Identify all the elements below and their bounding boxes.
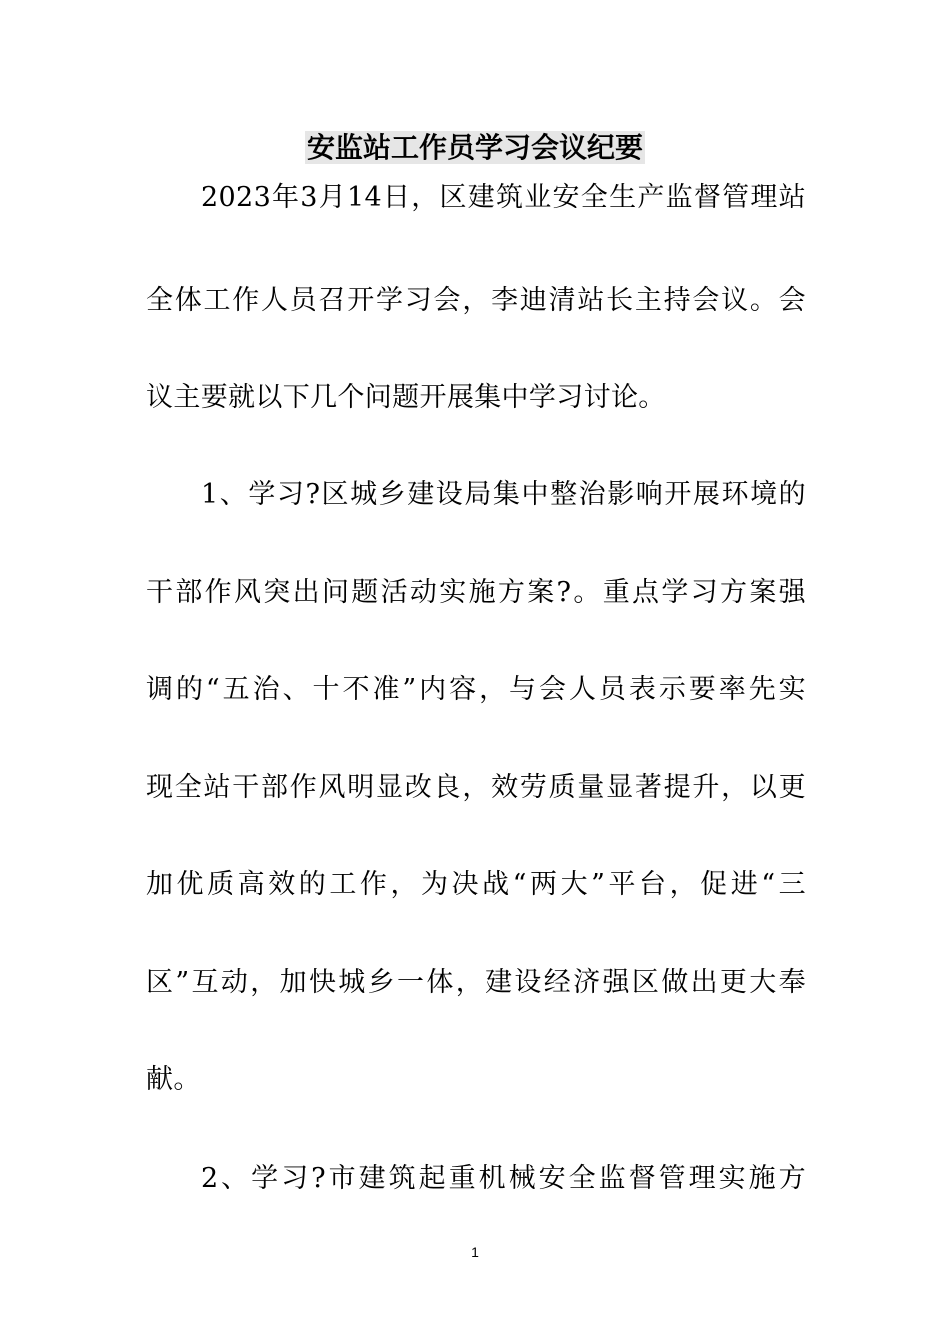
document-title-text: 安监站工作员学习会议纪要	[306, 131, 643, 164]
paragraph-line-7: 现全站干部作风明显改良，效劳质量显著提升，以更	[146, 772, 806, 803]
paragraph-line-11: 2、学习?市建筑起重机械安全监督管理实施方	[201, 1163, 806, 1194]
paragraph-line-10: 献。	[146, 1064, 201, 1095]
paragraph-line-6: 调的“五治、十不准”内容，与会人员表示要率先实	[146, 674, 806, 705]
paragraph-line-5: 干部作风突出问题活动实施方案?。重点学习方案强	[146, 577, 806, 608]
document-title	[0, 128, 950, 168]
paragraph-line-2: 全体工作人员召开学习会，李迪清站长主持会议。会	[146, 285, 806, 316]
paragraph-line-8: 加优质高效的工作，为决战“两大”平台，促进“三	[146, 869, 806, 900]
paragraph-line-9: 区”互动，加快城乡一体，建设经济强区做出更大奉	[146, 967, 806, 998]
paragraph-line-4: 1、学习?区城乡建设局集中整治影响开展环境的	[201, 479, 806, 510]
page-number: 1	[471, 1244, 479, 1260]
paragraph-line-1: 2023年3月14日，区建筑业安全生产监督管理站	[201, 182, 806, 213]
paragraph-line-3: 议主要就以下几个问题开展集中学习讨论。	[146, 382, 666, 413]
